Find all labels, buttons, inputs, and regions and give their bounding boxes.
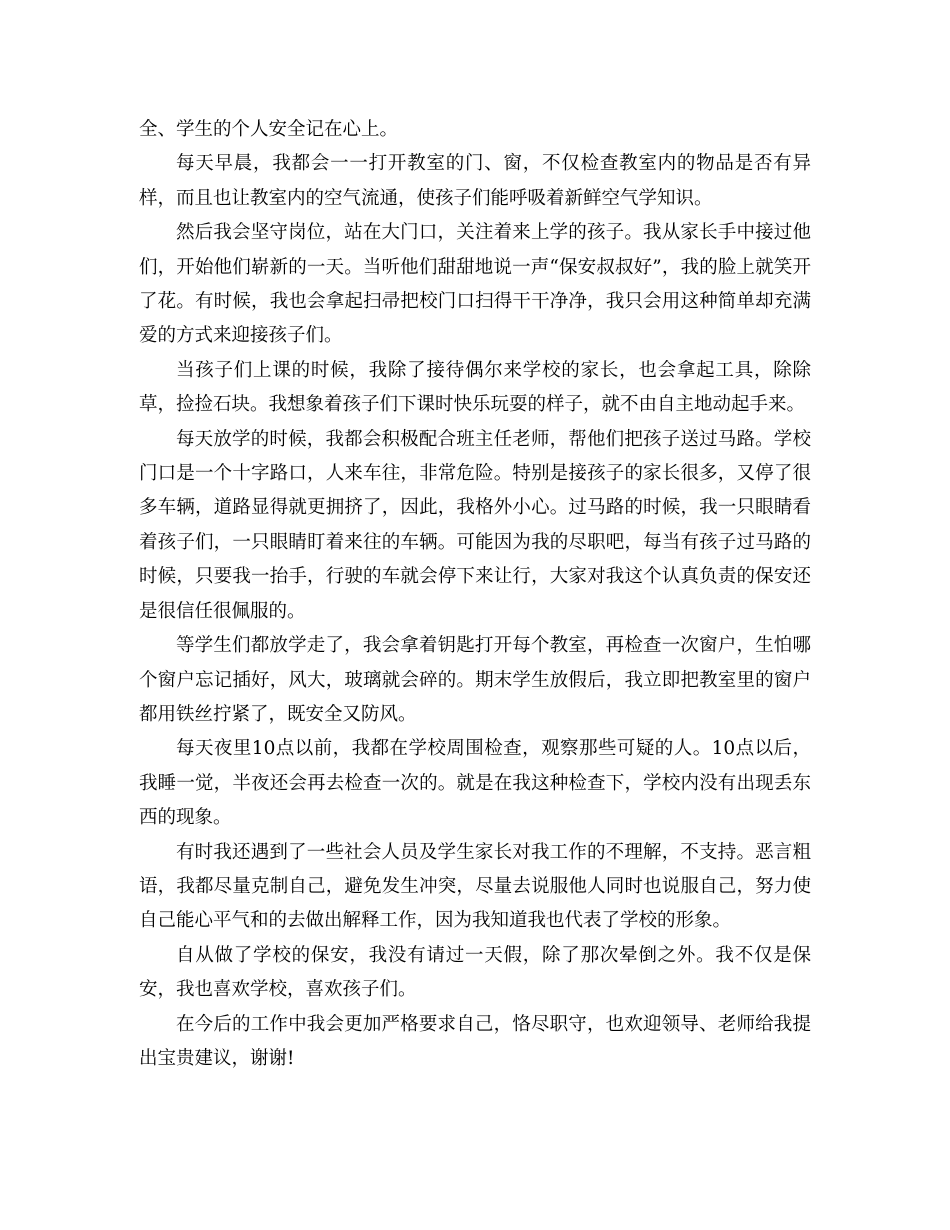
paragraph: 自从做了学校的保安，我没有请过一天假，除了那次晕倒之外。我不仅是保安，我也喜欢学校，喜欢孩子们。 xyxy=(139,944,811,1001)
paragraph: 然后我会坚守岗位，站在大门口，关注着来上学的孩子。我从家长手中接过他们，开始他们崭新的一天。当听他们甜甜地说一声“保安叔叔好”，我的脸上就笑开了花。有时候，我也会拿起扫帚把校门口扫得干干净净，我只会用这种简单却充满爱的方式来迎接孩子们。 xyxy=(139,222,811,347)
paragraph-continuation: 全、学生的个人安全记在心上。 xyxy=(139,119,399,140)
paragraph: 每天早晨，我都会一一打开教室的门、窗，不仅检查教室内的物品是否有异样，而且也让教室内的空气流通，使孩子们能呼吸着新鲜空气学知识。 xyxy=(139,153,811,209)
paragraph: 在今后的工作中我会更加严格要求自己，恪尽职守，也欢迎领导、老师给我提出宝贵建议，谢谢! xyxy=(139,1013,811,1069)
paragraph: 每天夜里10点以前，我都在学校周围检查，观察那些可疑的人。10点以后，我睡一觉，半夜还会再去检查一次的。就是在我这种检查下，学校内没有出现丢东西的现象。 xyxy=(139,738,811,829)
paragraph: 当孩子们上课的时候，我除了接待偶尔来学校的家长，也会拿起工具，除除草，捡捡石块。我想象着孩子们下课时快乐玩耍的样子，就不由自主地动起手来。 xyxy=(139,359,811,416)
paragraph: 有时我还遇到了一些社会人员及学生家长对我工作的不理解，不支持。恶言粗语，我都尽量克制自己，避免发生冲突，尽量去说服他人同时也说服自己，努力使自己能心平气和的去做出解释工作，因为我知道我也代表了学校的形象。 xyxy=(139,841,811,932)
paragraph: 等学生们都放学走了，我会拿着钥匙打开每个教室，再检查一次窗户，生怕哪个窗户忘记插好，风大，玻璃就会碎的。期末学生放假后，我立即把教室里的窗户都用铁丝拧紧了，既安全又防风。 xyxy=(139,635,811,725)
paragraph: 每天放学的时候，我都会积极配合班主任老师，帮他们把孩子送过马路。学校门口是一个十字路口，人来车往，非常危险。特别是接孩子的家长很多，又停了很多车辆，道路显得就更拥挤了，因此，我格外小心。过马路的时候，我一只眼睛看着孩子们，一只眼睛盯着来往的车辆。可能因为我的尽职吧，每当有孩子过马路的时候，只要我一抬手，行驶的车就会停下来让行，大家对我这个认真负责的保安还是很信任很佩服的。 xyxy=(139,428,811,622)
document-body xyxy=(139,113,811,1076)
